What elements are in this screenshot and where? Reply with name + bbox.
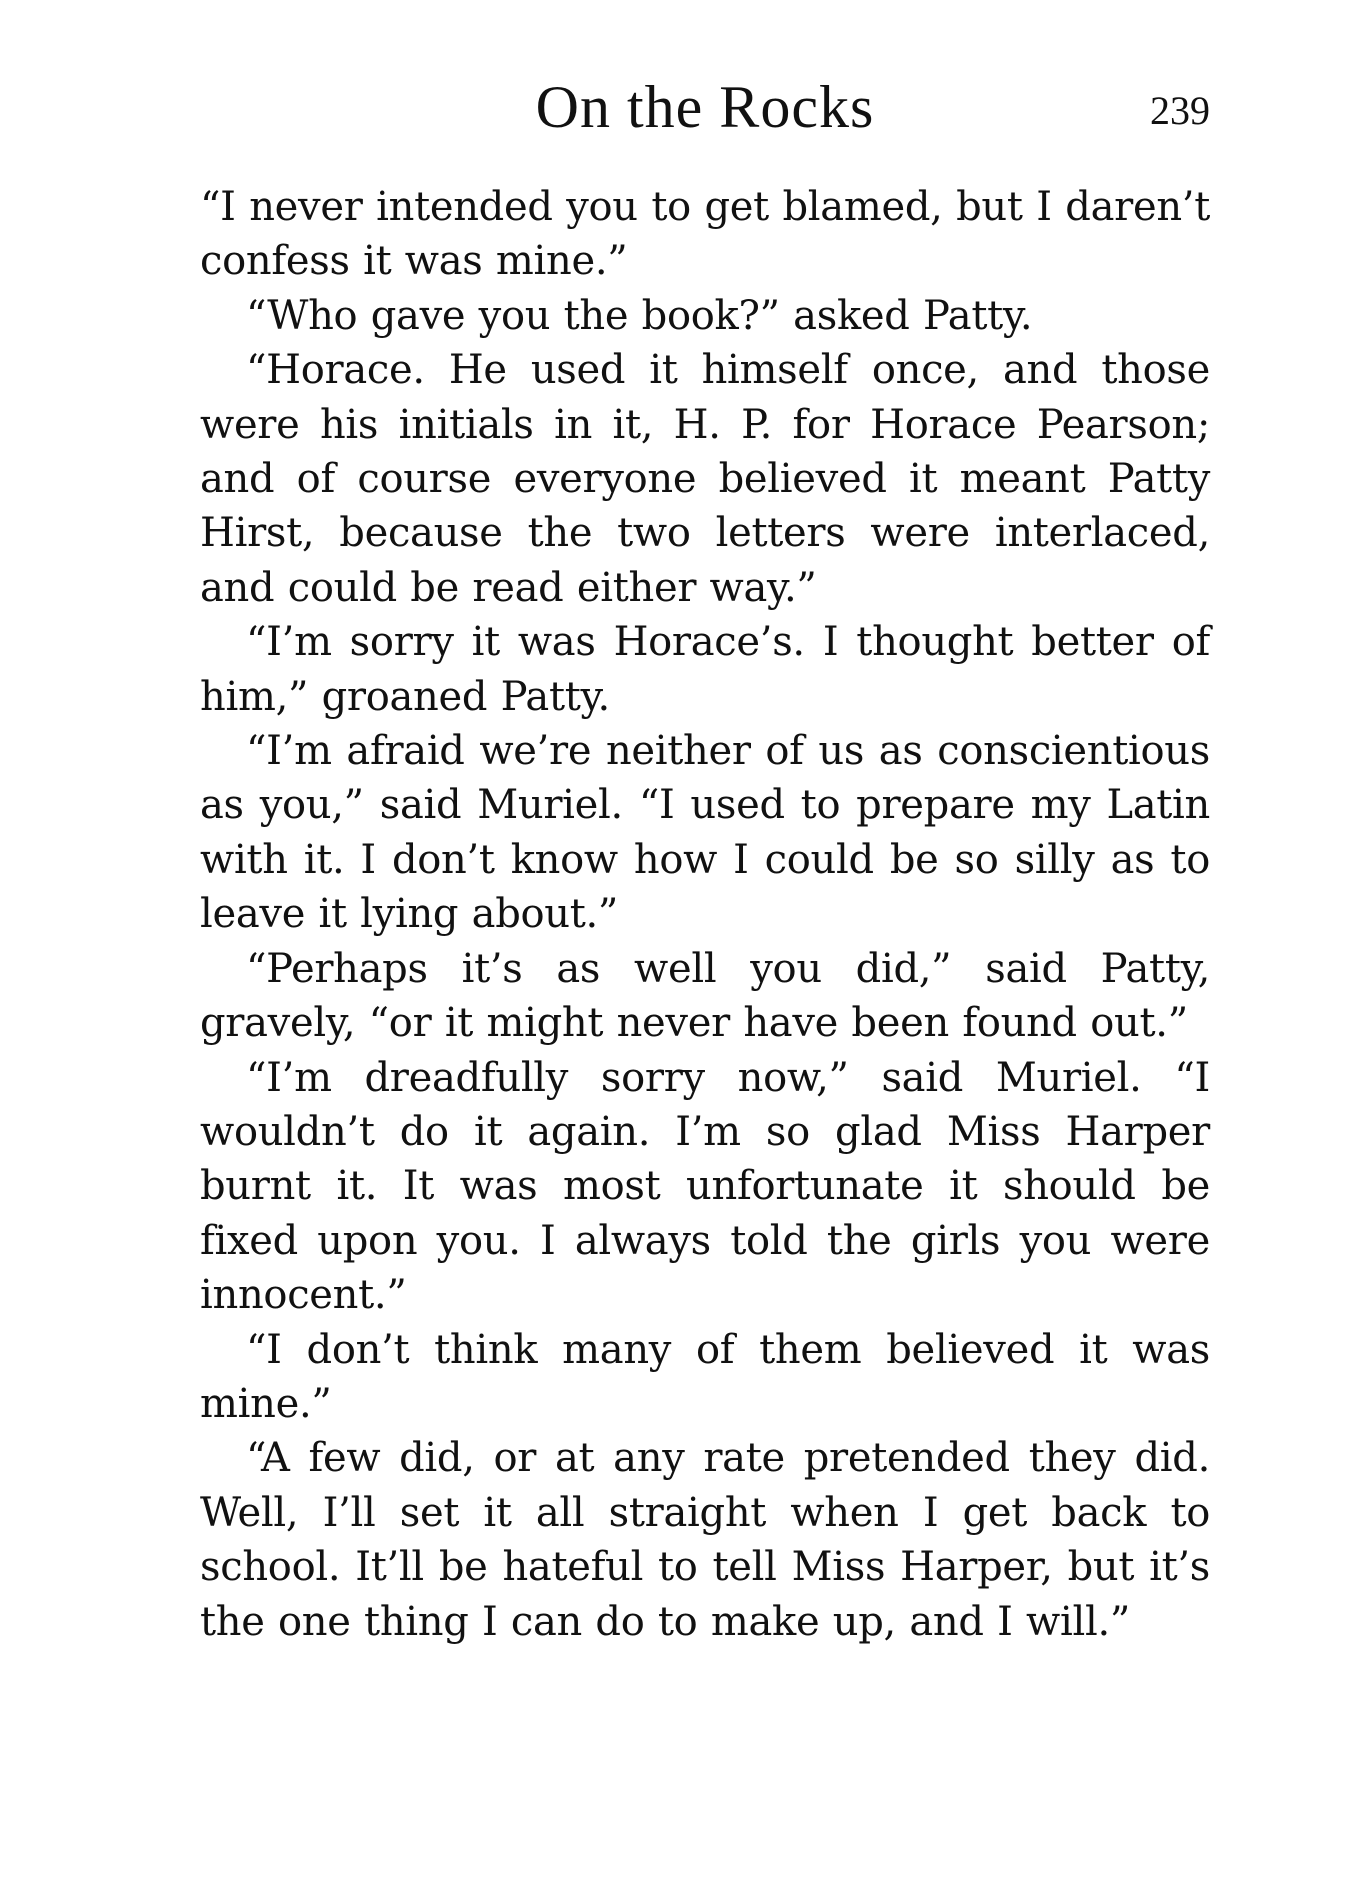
paragraph: “A few did, or at any rate pretended they did. Well, I’ll set it all straight when I get back to school. It’ll be hateful to tell Miss Harper, but it’s the one thing I can do to make up, and I will.” bbox=[200, 1435, 1210, 1645]
paragraph: “Horace. He used it himself once, and those were his initials in it, H. P. for Horace Pearson; and of course everyone believed it meant Patty Hirst, because the two letters were interlaced, and could be read either way.” bbox=[200, 347, 1210, 611]
paragraph: “I don’t think many of them believed it was mine.” bbox=[200, 1326, 1210, 1427]
running-title: On the Rocks bbox=[535, 74, 875, 140]
body-text bbox=[200, 180, 1210, 1649]
paragraph: “I’m dreadfully sorry now,” said Muriel. “I wouldn’t do it again. I’m so glad Miss Harper burnt it. It was most unfortunate it should be fixed upon you. I always told the girls you were innocent.” bbox=[200, 1054, 1210, 1319]
paragraph: “Who gave you the book?” asked Patty. bbox=[246, 292, 1033, 339]
paragraph: “I’m sorry it was Horace’s. I thought better of him,” groaned Patty. bbox=[200, 619, 1210, 720]
paragraph: “Perhaps it’s as well you did,” said Patty, gravely, “or it might never have been found out.” bbox=[200, 945, 1210, 1047]
paragraph: “I never intended you to get blamed, but I daren’t confess it was mine.” bbox=[200, 184, 1210, 285]
page-number: 239 bbox=[1150, 88, 1210, 133]
paragraph: “I’m afraid we’re neither of us as conscientious as you,” said Muriel. “I used to prepare my Latin with it. I don’t know how I could be so silly as to leave it lying about.” bbox=[200, 728, 1210, 938]
running-head bbox=[200, 72, 1210, 142]
